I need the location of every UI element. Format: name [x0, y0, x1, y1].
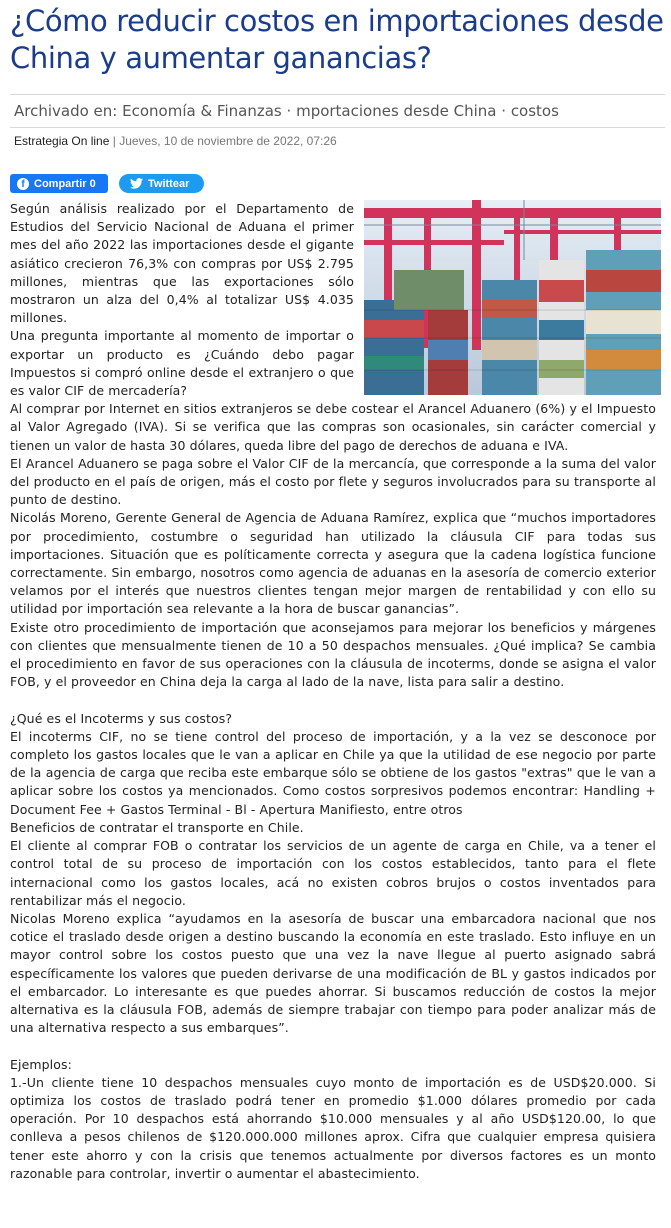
- article-body: [10, 200, 656, 1183]
- archive-tags-bar: [10, 94, 665, 128]
- tag-link-costos[interactable]: costos: [510, 102, 559, 120]
- paragraph: El incoterms CIF, no se tiene control del proceso de importación, y a la vez se desconoce por completo los gastos locales que le van a aplicar en Chile ya que la utilidad de ese negocio por parte de la agencia de carga que reciba este embarque sólo se obtiene de los gastos "extras" que le van a aplicar sobre los costos ya mencionados. Como costos sorpresivos podemos encontrar: Handling + Document Fee + Gastos Terminal - Bl - Apertura Manifiesto, entre otros: [10, 728, 656, 817]
- twitter-tweet-label: Twittear: [148, 177, 190, 190]
- section-heading: ¿Qué es el Incoterms y sus costos?: [10, 710, 233, 726]
- facebook-icon: f: [17, 178, 29, 190]
- tag-separator: ·: [501, 102, 507, 120]
- tag-link-importaciones[interactable]: mportaciones desde China: [296, 102, 497, 120]
- section-heading: Ejemplos:: [10, 1056, 72, 1072]
- byline-separator: |: [112, 134, 116, 148]
- paragraph: Beneficios de contratar el transporte en Chile.: [10, 819, 304, 835]
- source-name: Estrategia On line: [14, 134, 110, 148]
- paragraph: 1.-Un cliente tiene 10 despachos mensuales cuyo monto de importación es de USD$20.000. Si optimiza los costos de traslado podrá tener en promedio $1.000 dólares promedio por cada operación. Por 10 despachos está ahorrando $10.000 mensuales y al año USD$120.00, lo que conlleva a pesos chilenos de $120.000.000 millones aprox. Cifra que cualquier empresa quisiera tener este ahorro y con la crisis que tenemos actualmente por diversos factores es un monto razonable para controlar, invertir o aumentar el abastecimiento.: [10, 1074, 656, 1181]
- paragraph: Según análisis realizado por el Departamento de Estudios del Servicio Nacional de Aduana el primer mes del año 2022 las importaciones desde el gigante asiático crecieron 76,3% con compras por US$ 2.795 millones, mientras que las exportaciones sólo mostraron un alza del 0,4% al totalizar US$ 4.035 millones.: [10, 201, 354, 326]
- paragraph: El Arancel Aduanero se paga sobre el Valor CIF de la mercancía, que corresponde a la suma del valor del producto en el país de origen, más el costo por flete y seguros involucrados para su transporte al punto de destino.: [10, 455, 656, 508]
- tag-link-economia[interactable]: Economía & Finanzas: [122, 102, 282, 120]
- facebook-share-button[interactable]: [10, 174, 108, 193]
- publish-date: Jueves, 10 de noviembre de 2022, 07:26: [119, 134, 337, 148]
- facebook-share-label: Compartir 0: [34, 177, 96, 190]
- paragraph-spacer: [10, 1037, 656, 1055]
- paragraph: Nicolas Moreno explica “ayudamos en la asesoría de buscar una embarcadora nacional que nos cotice el traslado desde origen a destino buscando la economía en este traslado. Esto influye en un mayor control sobre los costos puesto que una vez la nave llegue al puerto asignado sabrá específicamente los valores que pueden derivarse de una modificación de BL y gastos indicados por el embarcador. Lo interesante es que puedes ahorrar. Si buscamos reducción de costos la mejor alternativa es la cláusula FOB, además de siempre trabajar con tiempo para poder analizar más de una alternativa respecto a sus embarques”.: [10, 910, 656, 1036]
- paragraph: Una pregunta importante al momento de importar o exportar un producto es ¿Cuándo debo pagar Impuestos si compró online desde el extranjero o que es valor CIF de mercadería?: [10, 328, 354, 399]
- byline: [14, 134, 337, 148]
- paragraph: Existe otro procedimiento de importación que aconsejamos para mejorar los beneficios y márgenes con clientes que mensualmente tienen de 10 a 50 despachos mensuales. ¿Qué implica? Se cambia el procedimiento en favor de sus operaciones con la cláusula de incoterms, donde se asigna el valor FOB, y el proveedor en China deja la carga al lado de la nave, lista para salir a destino.: [10, 619, 656, 690]
- tag-separator: ·: [286, 102, 292, 120]
- paragraph: Nicolás Moreno, Gerente General de Agencia de Aduana Ramírez, explica que “muchos importadores por procedimiento, costumbre o seguridad han utilizado la cláusula CIF para todas sus importaciones. Situación que es políticamente correcta y asegura que la cadena logística funcione correctamente. Sin embargo, nosotros como agencia de aduanas en la asesoría de comercio exterior velamos por el interés que nuestros clientes tengan mejor margen de rentabilidad y con ello su utilidad por importación sea relevante a la hora de buscar ganancias”.: [10, 510, 656, 617]
- archive-label: Archivado en:: [14, 102, 118, 120]
- paragraph: Al comprar por Internet en sitios extranjeros se debe costear el Arancel Aduanero (6%) y el Impuesto al Valor Agregado (IVA). Si se verifica que las compras son ocasionales, sin carácter comercial y tienen un valor de hasta 30 dólares, queda libre del pago de derechos de aduana e IVA.: [10, 401, 656, 453]
- paragraph: El cliente al comprar FOB o contratar los servicios de un agente de carga en Chile, va a tener el control total de su proceso de importación con los costos establecidos, tanto para el flete internacional como los gastos locales, acá no existen cobros brujos o costos inventados para rentabilizar más el negocio.: [10, 838, 656, 908]
- twitter-tweet-button[interactable]: [119, 174, 204, 193]
- paragraph-spacer: [10, 691, 656, 709]
- article-title: ¿Cómo reducir costos en importaciones desde China y aumentar ganancias?: [10, 4, 664, 75]
- twitter-bird-icon: [130, 178, 143, 189]
